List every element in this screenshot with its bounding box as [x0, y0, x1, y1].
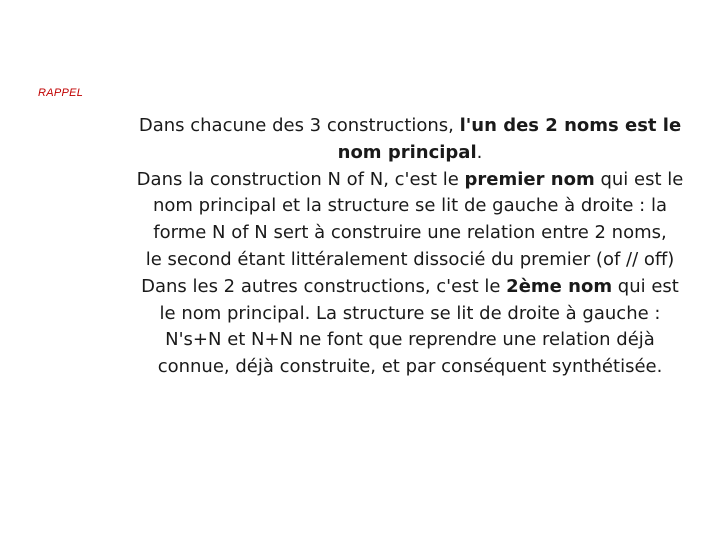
p1-l2-text: .	[476, 141, 483, 163]
p3-line-1	[118, 274, 702, 301]
p2-line-1	[118, 167, 702, 194]
rappel-label: RAPPEL	[38, 87, 84, 99]
p3-l1-bold: 2ème nom	[506, 275, 613, 297]
p1-line-1	[118, 113, 702, 140]
p3-line-3: N's+N et N+N ne font que reprendre une relation déjà	[165, 329, 655, 351]
p1-l1-text: Dans chacune des 3 constructions,	[138, 115, 460, 136]
p1-l1-bold: l'un des 2 noms est le	[459, 115, 682, 136]
p3-line-2: le nom principal. La structure se lit de droite à gauche :	[159, 302, 661, 324]
p3-line-4: connue, déjà construite, et par conséquent synthétisée.	[157, 356, 663, 378]
p2-l1-text-a: Dans la construction N of N, c'est le	[136, 168, 465, 190]
p2-l1-text-c: qui est le	[594, 168, 684, 190]
explanation-text	[118, 113, 702, 381]
p1-line-2	[118, 140, 702, 167]
p2-line-3: forme N of N sert à construire une relation entre 2 noms,	[153, 222, 667, 244]
p2-line-2: nom principal et la structure se lit de gauche à droite : la	[152, 195, 667, 217]
p3-l1-text-c: qui est	[612, 275, 679, 297]
p3-l1-text-a: Dans les 2 autres constructions, c'est le	[141, 275, 507, 297]
p2-line-4: le second étant littéralement dissocié du premier (of // off)	[145, 248, 675, 270]
p2-l1-bold: premier nom	[464, 168, 595, 190]
p1-l2-bold: nom principal	[337, 141, 477, 163]
